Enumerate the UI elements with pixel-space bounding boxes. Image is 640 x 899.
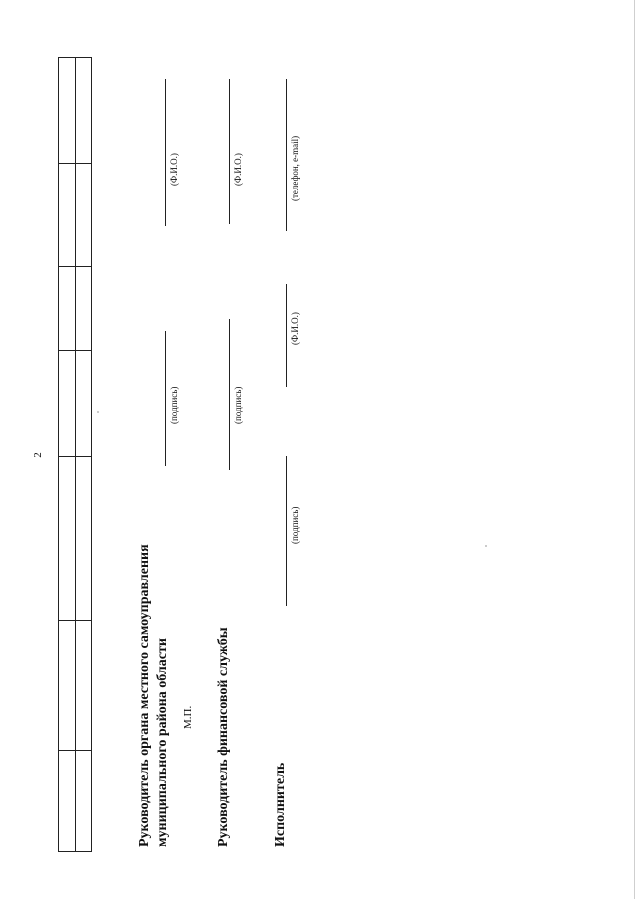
table-column-divider [59,266,91,267]
table-column-divider [59,456,91,457]
executor-contact-caption: (телефон, e-mail) [290,135,300,201]
table-row-divider [75,58,76,851]
table-column-divider [59,750,91,751]
head-finance-title: Руководитель финансовой службы [216,627,231,847]
executor-title: Исполнитель [273,762,288,847]
executor-signature-line [286,456,287,606]
head-local-gov-signature-caption: (подпись) [169,386,179,424]
head-local-gov-signature-line [165,331,166,466]
scan-speck [97,411,99,413]
table-column-divider [59,163,91,164]
scan-speck [485,545,487,547]
executor-signature-caption: (подпись) [290,506,300,544]
executor-name-caption: (Ф.И.О.) [290,312,300,345]
head-finance-name-line [229,79,230,224]
head-local-gov-name-caption: (Ф.И.О.) [169,153,179,186]
head-local-gov-name-line [165,79,166,226]
head-local-gov-title-line1: Руководитель органа местного самоуправления [137,544,152,847]
head-finance-signature-line [229,319,230,470]
executor-name-line [286,284,287,387]
head-finance-signature-caption: (подпись) [233,386,243,424]
stamp-label: М.П. [182,705,194,729]
page-number: 2 [32,452,44,458]
head-local-gov-title-line2: муниципального района области [155,638,170,847]
table-column-divider [59,350,91,351]
head-finance-name-caption: (Ф.И.О.) [233,153,243,186]
table-column-divider [59,620,91,621]
executor-contact-line [286,79,287,231]
report-table-fragment [58,57,92,852]
